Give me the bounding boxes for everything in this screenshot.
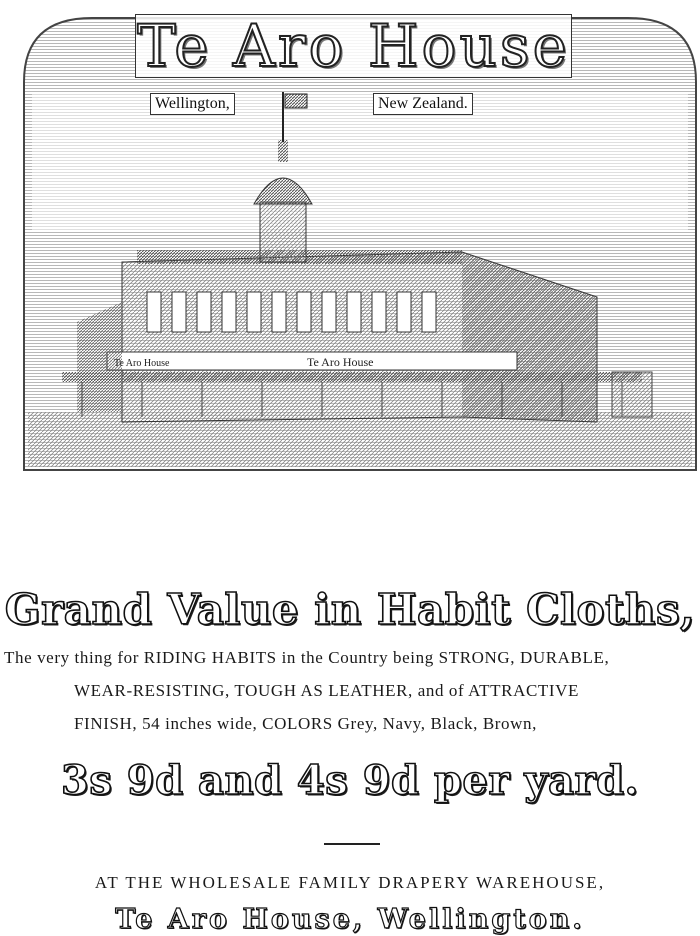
description-line-2: WEAR-RESISTING, TOUGH AS LEATHER, and of ATTRACTIVE — [74, 681, 580, 700]
warehouse-line: AT THE WHOLESALE FAMILY DRAPERY WAREHOUSE, — [94, 873, 606, 892]
description-line-3: FINISH, 54 inches wide, COLORS Grey, Navy, Black, Brown, — [74, 714, 537, 733]
shop-sign-2: Te Aro House — [307, 355, 374, 369]
place-label-left: Wellington, — [150, 93, 235, 115]
engraving-illustration — [22, 12, 698, 472]
engraving-title: Te Aro House — [135, 14, 572, 78]
headline: Grand Value in Habit Cloths, — [4, 585, 696, 634]
footer-store-name: Te Aro House, Wellington. — [115, 904, 585, 935]
price-line: 3s 9d and 4s 9d per yard. — [61, 757, 639, 804]
shop-sign-1: Te Aro House — [114, 358, 170, 369]
building-engraving — [22, 12, 698, 472]
place-label-right: New Zealand. — [373, 93, 473, 115]
description-line-1: The very thing for RIDING HABITS in the Country being STRONG, DURABLE, — [4, 648, 610, 667]
divider-rule — [324, 843, 380, 845]
